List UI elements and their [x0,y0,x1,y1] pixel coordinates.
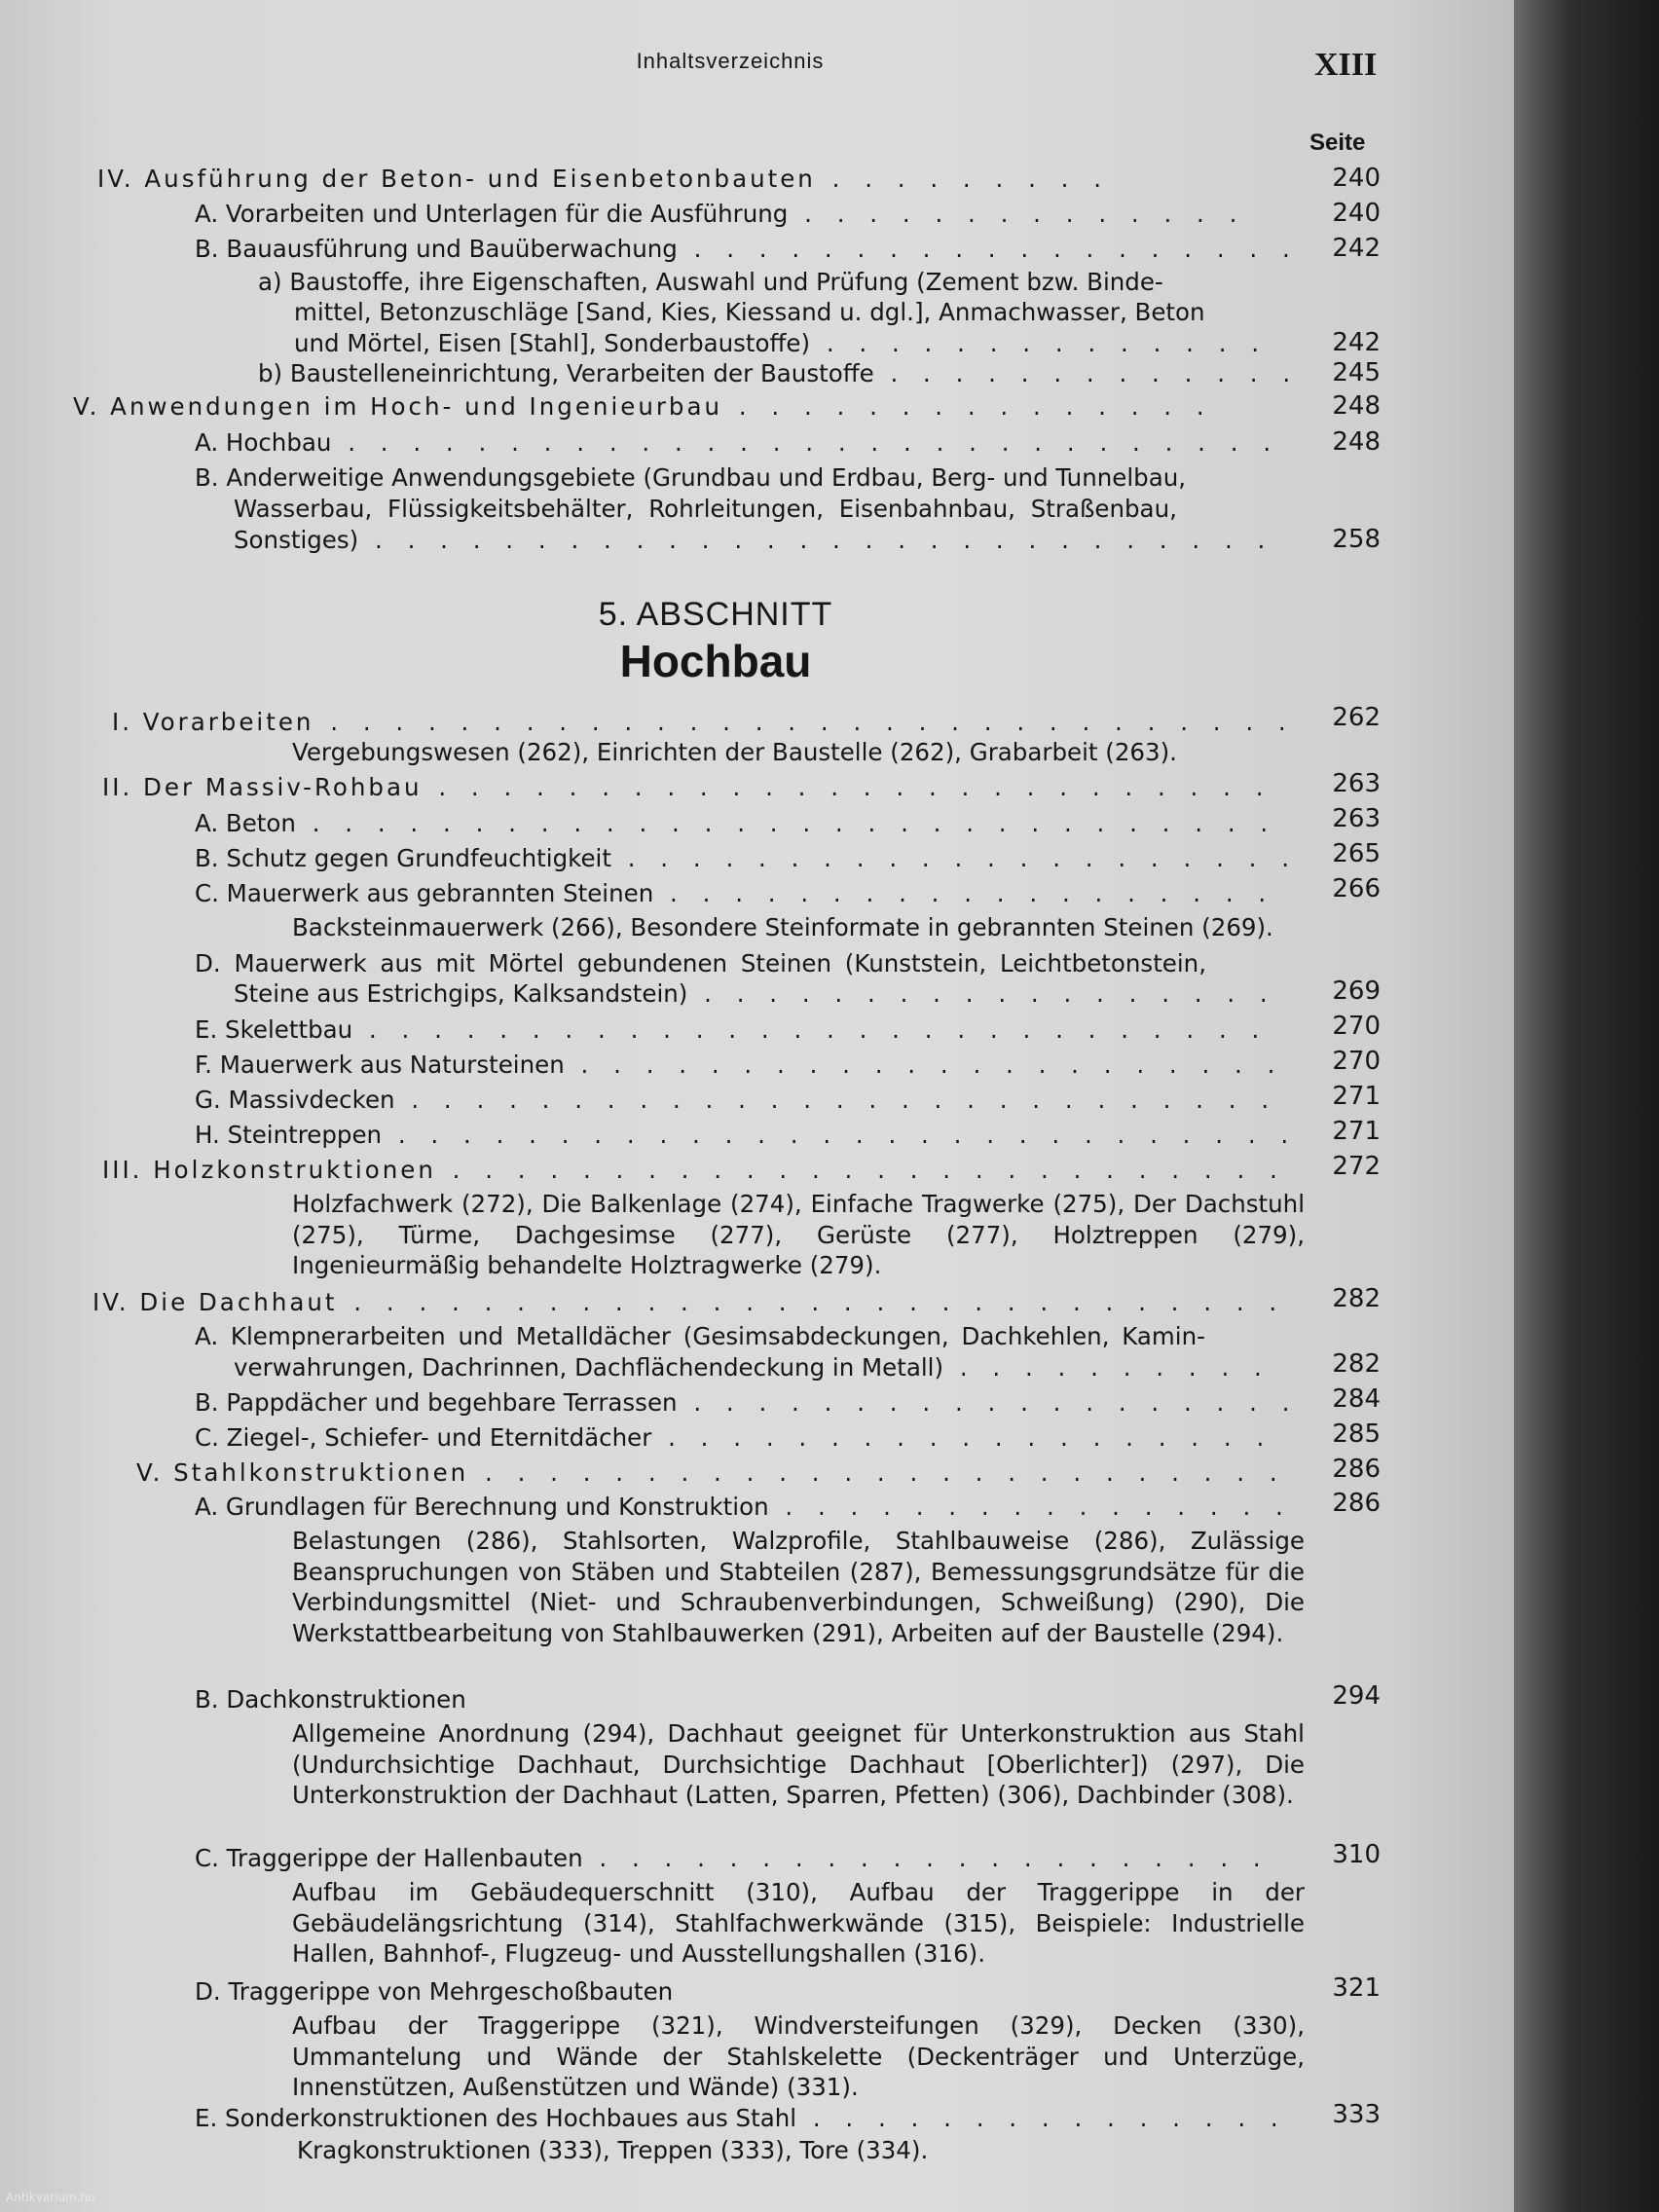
toc-description: Holzfachwerk (272), Die Balkenlage (274), Einfache Tragwerke (275), Der Dachstuhl (275), Türme, Dachgesimse (277), Gerüste (277), Holztreppen (279), Ingenieurmäßig behandelte Holztragwerke (279). [292,1190,1305,1279]
toc-page: 240 [1332,164,1381,193]
toc-entry: a) Baustoffe, ihre Eigenschaften, Auswahl und Prüfung (Zement bzw. Binde- [258,268,1163,296]
toc-entry: V. Stahlkonstruktionen . . . . . . . . . . . . . . . . . . . . . . . . . [136,1458,1286,1487]
toc-page: 310 [1332,1840,1381,1869]
running-title: Inhaltsverzeichnis [636,49,825,73]
toc-page: 242 [1332,234,1381,263]
seite-label: Seite [1309,129,1366,156]
toc-page: 263 [1332,769,1381,798]
toc-page: 271 [1332,1082,1381,1111]
toc-page: 265 [1332,839,1381,868]
toc-page: 242 [1332,328,1381,357]
toc-entry: Steine aus Estrichgips, Kalksandstein) . . . . . . . . . . . . . . . . . . [234,979,1276,1008]
toc-entry: A. Grundlagen für Berechnung und Konstruktion . . . . . . . . . . . . . . . . [195,1493,1292,1521]
toc-entry: E. Sonderkonstruktionen des Hochbaues aus Stahl . . . . . . . . . . . . . . . [195,2104,1287,2132]
toc-page: 240 [1332,199,1381,228]
toc-entry: A. Vorarbeiten und Unterlagen für die Ausführung . . . . . . . . . . . . . . [195,200,1246,228]
toc-description: Kragkonstruktionen (333), Treppen (333), Tore (334). [297,2136,929,2164]
toc-entry: verwahrungen, Dachrinnen, Dachflächendeckung in Metall) . . . . . . . . . . [234,1353,1271,1382]
toc-description: Aufbau im Gebäudequerschnitt (310), Aufbau der Traggerippe in der Gebäudelängsrichtung (314), Stahlfachwerkwände (315), Beispiele: Industrielle Hallen, Bahnhof-, Flugzeug- und Ausstellungshallen (316). [292,1878,1305,1968]
section-title: Hochbau [619,636,812,686]
toc-entry: H. Steintreppen . . . . . . . . . . . . . . . . . . . . . . . . . . . . [195,1121,1298,1149]
toc-page: 282 [1332,1284,1381,1313]
toc-page: 258 [1332,525,1381,554]
toc-entry: IV. Die Dachhaut . . . . . . . . . . . . . . . . . . . . . . . . . . . . . [92,1288,1286,1316]
toc-entry: b) Baustelleneinrichtung, Verarbeiten der Baustoffe . . . . . . . . . . . . . [258,359,1300,387]
page-number: XIII [1314,47,1378,83]
toc-page: 272 [1332,1152,1381,1181]
toc-description: Belastungen (286), Stahlsorten, Walzprofile, Stahlbauweise (286), Zulässige Beanspruchungen von Stäben und Stabteilen (287), Bemessungsgrundsätze für die Verbindungsmittel (Niet- und Schraubenverbindungen, Schweißung) (290), Die Werkstattbearbeitung von Stahlbauwerken (291), Arbeiten auf der Baustelle (294). [292,1527,1305,1647]
toc-page: 262 [1332,703,1381,732]
toc-entry: A. Beton . . . . . . . . . . . . . . . . . . . . . . . . . . . . . . [195,809,1277,837]
toc-page: 294 [1332,1681,1381,1711]
toc-entry: B. Anderweitige Anwendungsgebiete (Grundbau und Erdbau, Berg- und Tunnelbau, [195,463,1187,492]
toc-entry: F. Mauerwerk aus Natursteinen . . . . . . . . . . . . . . . . . . . . . . [195,1051,1284,1079]
toc-page: 286 [1332,1489,1381,1518]
toc-entry: I. Vorarbeiten . . . . . . . . . . . . . . . . . . . . . . . . . . . . . . [112,708,1295,736]
toc-page: 321 [1332,1973,1381,2003]
toc-entry: E. Skelettbau . . . . . . . . . . . . . . . . . . . . . . . . . . . . [195,1015,1269,1044]
toc-page: 270 [1332,1012,1381,1041]
toc-page: 263 [1332,804,1381,833]
toc-description: Allgemeine Anordnung (294), Dachhaut geeignet für Unterkonstruktion aus Stahl (Undurchsichtige Dachhaut, Durchsichtige Dachhaut [Oberlichter]) (297), Die Unterkonstruktion der Dachhaut (Latten, Sparren, Pfetten) (306), Dachbinder (308). [292,1719,1305,1809]
toc-entry: B. Pappdächer und begehbare Terrassen . . . . . . . . . . . . . . . . . . . [195,1388,1299,1417]
toc-description: Aufbau der Traggerippe (321), Windversteifungen (329), Decken (330), Ummantelung und Wände der Stahlskelette (Deckenträger und Unterzüge, Innenstützen, Außenstützen und Wände) (331). [292,2011,1305,2101]
toc-page: 270 [1332,1047,1381,1076]
toc-entry: G. Massivdecken . . . . . . . . . . . . . . . . . . . . . . . . . . . [195,1086,1278,1114]
book-edge [1514,0,1659,2212]
toc-page: 266 [1332,874,1381,903]
toc-entry: IV. Ausführung der Beton- und Eisenbetonbauten . . . . . . . . . [97,165,1111,193]
toc-page: 248 [1332,427,1381,457]
toc-page: 333 [1332,2100,1381,2129]
toc-entry: A. Klempnerarbeiten und Metalldächer (Gesimsabdeckungen, Dachkehlen, Kamin- [195,1322,1205,1350]
toc-entry: B. Schutz gegen Grundfeuchtigkeit . . . . . . . . . . . . . . . . . . . . . [195,844,1299,872]
toc-description: Vergebungswesen (262), Einrichten der Baustelle (262), Grabarbeit (263). [292,738,1177,766]
toc-entry: mittel, Betonzuschläge [Sand, Kies, Kiessand u. dgl.], Anmachwasser, Beton [294,298,1205,326]
toc-entry: Wasserbau, Flüssigkeitsbehälter, Rohrleitungen, Eisenbahnbau, Straßenbau, [234,495,1177,523]
toc-entry: V. Anwendungen im Hoch- und Ingenieurbau . . . . . . . . . . . . . . . [73,392,1213,421]
toc-page: 269 [1332,977,1381,1006]
toc-page: 282 [1332,1349,1381,1379]
toc-entry: A. Hochbau . . . . . . . . . . . . . . . . . . . . . . . . . . . . . [195,428,1280,457]
toc-entry: Sonstiges) . . . . . . . . . . . . . . . . . . . . . . . . . . . . [234,526,1274,554]
toc-entry: D. Mauerwerk aus mit Mörtel gebundenen Steinen (Kunststein, Leichtbetonstein, [195,949,1206,977]
toc-entry: II. Der Massiv-Rohbau . . . . . . . . . . . . . . . . . . . . . . . . . . [102,773,1272,801]
toc-page: 271 [1332,1117,1381,1146]
toc-entry: III. Holzkonstruktionen . . . . . . . . . . . . . . . . . . . . . . . . . . [102,1156,1286,1184]
toc-entry: B. Dachkonstruktionen [195,1685,466,1714]
toc-page: 284 [1332,1384,1381,1414]
watermark: Antikvarium.hu [6,2191,95,2204]
toc-page: 285 [1332,1419,1381,1449]
toc-page: 286 [1332,1455,1381,1484]
toc-page: 245 [1332,358,1381,387]
toc-entry: C. Traggerippe der Hallenbauten . . . . . . . . . . . . . . . . . . . . . [195,1844,1270,1872]
toc-entry: C. Ziegel-, Schiefer- und Eternitdächer . . . . . . . . . . . . . . . . . . . [195,1423,1273,1452]
section-number: 5. ABSCHNITT [598,596,833,633]
toc-entry: und Mörtel, Eisen [Stahl], Sonderbaustoffe) . . . . . . . . . . . . . . [294,329,1269,357]
toc-entry: B. Bauausführung und Bauüberwachung . . . . . . . . . . . . . . . . . . . [195,235,1299,263]
toc-description: Backsteinmauerwerk (266), Besondere Steinformate in gebrannten Steinen (269). [292,913,1273,941]
toc-page: 248 [1332,391,1381,421]
toc-entry: D. Traggerippe von Mehrgeschoßbauten [195,1977,674,2006]
toc-entry: C. Mauerwerk aus gebrannten Steinen . . . . . . . . . . . . . . . . . . . [195,879,1275,907]
